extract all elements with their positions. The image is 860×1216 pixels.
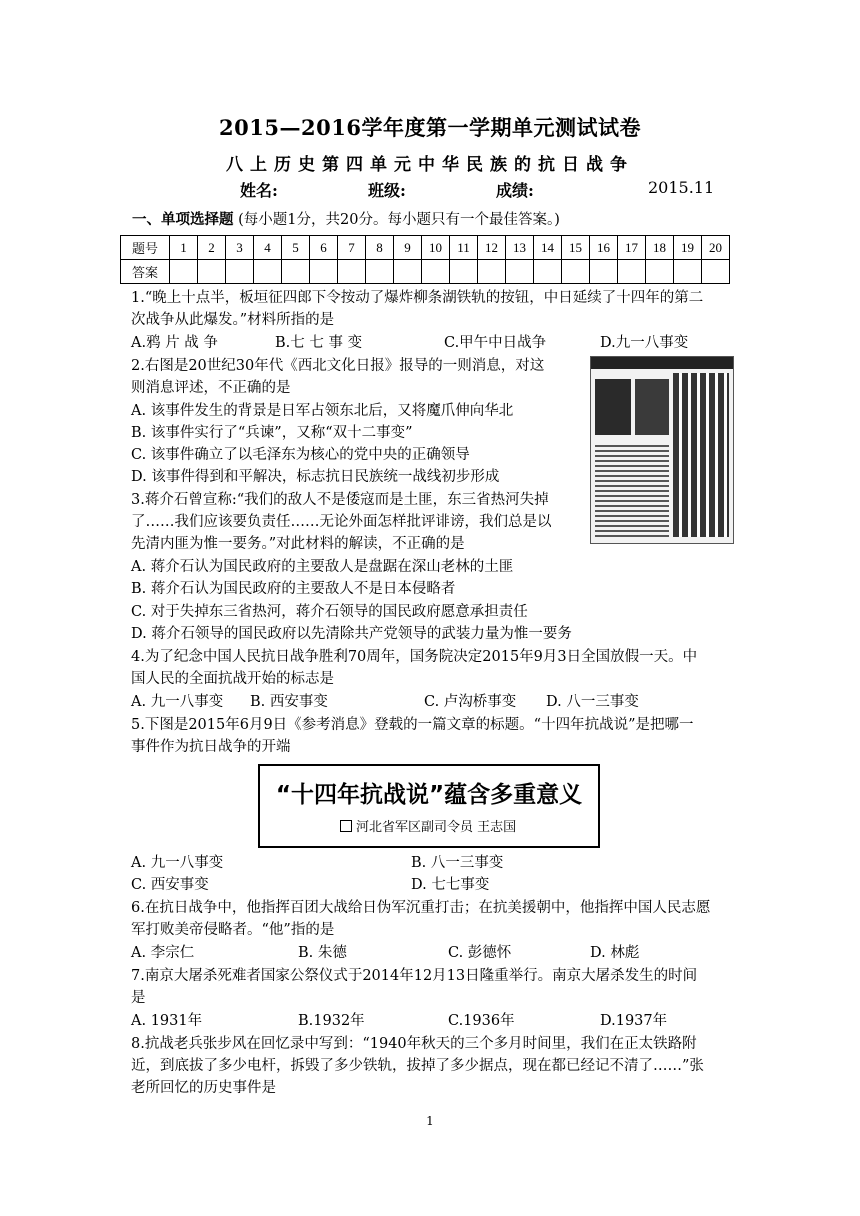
q6-stem-line1: 6.在抗日战争中，他指挥百团大战给日伪军沉重打击；在抗美援朝中，他指挥中国人民志愿 [131, 900, 711, 916]
answer-cell[interactable] [366, 260, 394, 284]
name-label: 姓名: [240, 181, 278, 200]
q7-option-a: A. 1931年 [131, 1013, 203, 1029]
answer-cell[interactable] [674, 260, 702, 284]
q2-option-b: B. 该事件实行了“兵谏”，又称“双十二事变” [131, 425, 413, 441]
table-cell-number: 19 [674, 236, 702, 260]
newspaper-photo-left [595, 379, 631, 435]
answer-cell[interactable] [394, 260, 422, 284]
q4-stem-line1: 4.为了纪念中国人民抗日战争胜利70周年，国务院决定2015年9月3日全国放假一天。中 [131, 649, 698, 665]
table-cell-number: 16 [590, 236, 618, 260]
q3-option-b: B. 蒋介石认为国民政府的主要敌人不是日本侵略者 [131, 581, 456, 597]
q4-option-d: D. 八一三事变 [546, 694, 639, 710]
class-label: 班级: [368, 181, 406, 200]
table-cell-number: 8 [366, 236, 394, 260]
headline-byline [340, 816, 516, 835]
newspaper-image [590, 356, 734, 544]
score-label: 成绩: [496, 181, 534, 200]
q8-stem-line2: 近，到底拔了多少电杆，拆毁了多少铁轨，拔掉了多少据点，现在都已经记不清了……”张 [131, 1058, 704, 1074]
exam-subtitle: 八上历史第四单元中华民族的抗日战争 [226, 155, 634, 175]
newspaper-body-text [595, 445, 669, 537]
q2-stem-line2: 则消息评述，不正确的是 [131, 380, 291, 396]
table-cell-number: 10 [422, 236, 450, 260]
answer-cell[interactable] [478, 260, 506, 284]
q6-option-d: D. 林彪 [590, 945, 640, 961]
newspaper-masthead [591, 357, 733, 369]
q2-stem-line1: 2.右图是20世纪30年代《西北文化日报》报导的一则消息，对这 [131, 358, 545, 374]
headline-text: “十四年抗战说”蕴含多重意义 [275, 782, 583, 808]
table-cell-number: 2 [198, 236, 226, 260]
q1-stem-line2: 次战争从此爆发。”材料所指的是 [131, 312, 335, 328]
q2-option-c: C. 该事件确立了以毛泽东为核心的党中央的正确领导 [131, 447, 470, 463]
answer-cell[interactable] [646, 260, 674, 284]
answer-cell[interactable] [282, 260, 310, 284]
newspaper-headline-image [258, 764, 600, 848]
q1-option-b: B.七 七 事 变 [275, 335, 363, 351]
q5-option-d: D. 七七事变 [411, 877, 490, 893]
answer-cell[interactable] [226, 260, 254, 284]
answer-cell[interactable] [170, 260, 198, 284]
q3-option-c: C. 对于失掉东三省热河，蒋介石领导的国民政府愿意承担责任 [131, 604, 528, 620]
table-cell-number: 17 [618, 236, 646, 260]
q8-stem-line3: 老所回忆的历史事件是 [131, 1080, 276, 1096]
q6-stem-line2: 军打败美帝侵略者。“他”指的是 [131, 922, 335, 938]
table-cell-number: 18 [646, 236, 674, 260]
row-label-numbers: 题号 [121, 236, 170, 260]
answer-cell[interactable] [590, 260, 618, 284]
page-number: 1 [426, 1114, 434, 1128]
q8-stem-line1: 8.抗战老兵张步风在回忆录中写到：“1940年秋天的三个多月时间里，我们在正太铁路附 [131, 1036, 697, 1052]
table-cell-number: 6 [310, 236, 338, 260]
q6-option-c: C. 彭德怀 [448, 945, 512, 961]
row-label-answers: 答案 [121, 260, 170, 284]
answer-table-row-answers [121, 260, 730, 284]
section-note: (每小题1分，共20分。每小题只有一个最佳答案。) [238, 212, 560, 228]
q7-option-b: B.1932年 [298, 1013, 365, 1029]
table-cell-number: 1 [170, 236, 198, 260]
q3-option-a: A. 蒋介石认为国民政府的主要敌人是盘踞在深山老林的土匪 [131, 559, 514, 575]
answer-cell[interactable] [198, 260, 226, 284]
q1-option-a: A.鸦 片 战 争 [131, 335, 218, 351]
q5-option-b: B. 八一三事变 [411, 855, 504, 871]
newspaper-headline-columns [673, 373, 729, 537]
answer-table-row-numbers [121, 236, 730, 260]
table-cell-number: 15 [562, 236, 590, 260]
q5-option-a: A. 九一八事变 [131, 855, 224, 871]
table-cell-number: 12 [478, 236, 506, 260]
exam-title: 2015—2016学年度第一学期单元测试试卷 [219, 115, 641, 140]
answer-cell[interactable] [450, 260, 478, 284]
q4-option-a: A. 九一八事变 [131, 694, 224, 710]
checkbox-icon [340, 820, 352, 832]
table-cell-number: 5 [282, 236, 310, 260]
answer-cell[interactable] [254, 260, 282, 284]
q3-stem-line3: 先清内匪为惟一要务。”对此材料的解读，不正确的是 [131, 536, 465, 552]
answer-cell[interactable] [534, 260, 562, 284]
q4-stem-line2: 国人民的全面抗战开始的标志是 [131, 671, 334, 687]
table-cell-number: 13 [506, 236, 534, 260]
q1-option-c: C.甲午中日战争 [444, 335, 547, 351]
answer-cell[interactable] [338, 260, 366, 284]
q3-stem-line2: 了……我们应该要负责任……无论外面怎样批评诽谤，我们总是以 [131, 514, 552, 530]
q1-option-d: D.九一八事变 [600, 335, 689, 351]
answer-cell[interactable] [506, 260, 534, 284]
answer-cell[interactable] [702, 260, 730, 284]
answer-cell[interactable] [562, 260, 590, 284]
section-heading [132, 208, 560, 229]
q7-option-d: D.1937年 [600, 1013, 668, 1029]
q5-stem-line2: 事件作为抗日战争的开端 [131, 739, 291, 755]
q1-stem-line1: 1.“晚上十点半，板垣征四郎下令按动了爆炸柳条湖铁轨的按钮，中日延续了十四年的第二 [131, 290, 704, 306]
exam-date: 2015.11 [648, 178, 715, 197]
answer-cell[interactable] [310, 260, 338, 284]
newspaper-photo-right [635, 379, 669, 435]
table-cell-number: 7 [338, 236, 366, 260]
answer-cell[interactable] [422, 260, 450, 284]
table-cell-number: 20 [702, 236, 730, 260]
q3-option-d: D. 蒋介石领导的国民政府以先清除共产党领导的武装力量为惟一要务 [131, 626, 572, 642]
q7-option-c: C.1936年 [448, 1013, 515, 1029]
answer-table [120, 235, 730, 284]
q5-option-c: C. 西安事变 [131, 877, 209, 893]
answer-cell[interactable] [618, 260, 646, 284]
q7-stem-line2: 是 [131, 990, 146, 1006]
q3-stem-line1: 3.蒋介石曾宣称:“我们的敌人不是倭寇而是土匪，东三省热河失掉 [131, 492, 549, 508]
q2-option-d: D. 该事件得到和平解决，标志抗日民族统一战线初步形成 [131, 469, 500, 485]
table-cell-number: 11 [450, 236, 478, 260]
q4-option-b: B. 西安事变 [250, 694, 328, 710]
q4-option-c: C. 卢沟桥事变 [424, 694, 517, 710]
table-cell-number: 3 [226, 236, 254, 260]
q6-option-a: A. 李宗仁 [131, 945, 195, 961]
byline-text: 河北省军区副司令员 王志国 [356, 820, 517, 835]
table-cell-number: 4 [254, 236, 282, 260]
section-title: 一、单项选择题 [132, 211, 234, 228]
table-cell-number: 9 [394, 236, 422, 260]
q6-option-b: B. 朱德 [298, 945, 347, 961]
table-cell-number: 14 [534, 236, 562, 260]
q5-stem-line1: 5.下图是2015年6月9日《参考消息》登载的一篇文章的标题。“十四年抗战说”是把哪一 [131, 717, 694, 733]
q7-stem-line1: 7.南京大屠杀死难者国家公祭仪式于2014年12月13日隆重举行。南京大屠杀发生的时间 [131, 968, 698, 984]
q2-option-a: A. 该事件发生的背景是日军占领东北后，又将魔爪伸向华北 [131, 403, 514, 419]
